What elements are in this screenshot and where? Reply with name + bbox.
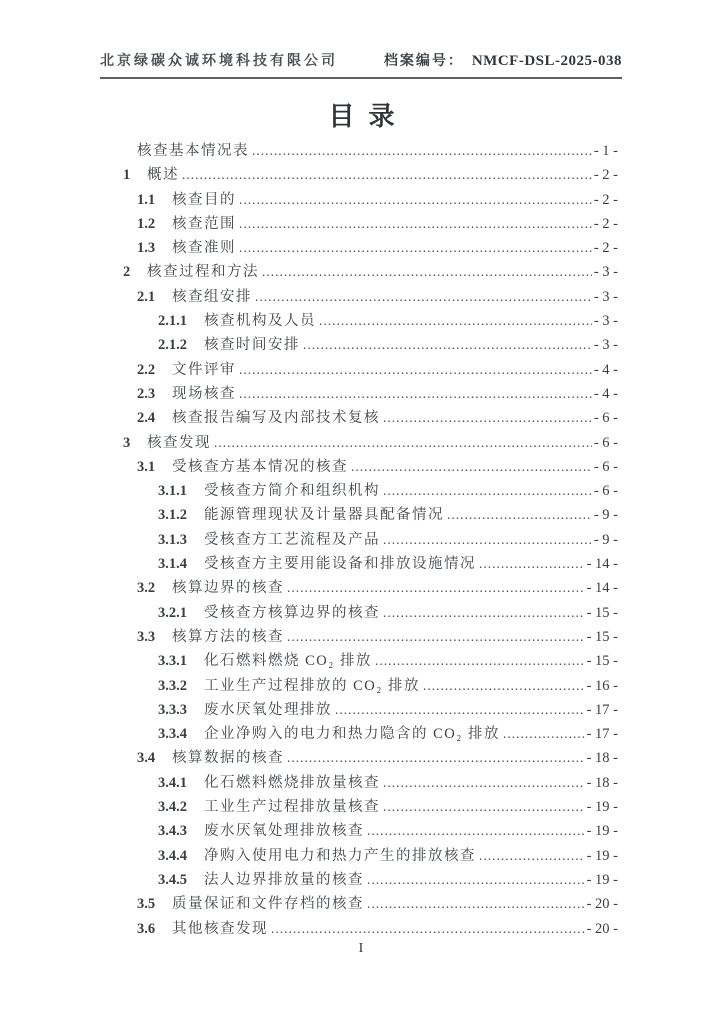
toc-entry-page: - 2 - (593, 215, 618, 232)
toc-entry-number: 2.2 (137, 361, 156, 378)
toc-dot-leader (214, 435, 592, 452)
toc-entry (100, 917, 618, 941)
toc-entry-title: 核算方法的核查 (172, 628, 284, 645)
file-number-label: 档案编号： (383, 54, 464, 69)
toc-dot-leader (182, 167, 592, 184)
toc-entry-number: 3.1.3 (158, 531, 187, 548)
toc-entry (100, 260, 618, 284)
toc-entry-page: - 1 - (593, 143, 618, 159)
toc-entry-title: 核查过程和方法 (147, 264, 259, 281)
toc-entry (100, 358, 618, 382)
toc-entry-title: 核查范围 (172, 215, 236, 232)
toc-entry-page: - 2 - (593, 191, 618, 208)
toc-entry-page: - 18 - (586, 774, 618, 791)
file-number-group (384, 50, 622, 70)
toc-entry (100, 188, 618, 212)
toc-entry-number: 1.1 (137, 191, 156, 208)
toc-dot-leader (383, 775, 585, 792)
toc-entry (100, 576, 618, 600)
toc-dot-leader (503, 726, 585, 743)
toc-entry-title: 文件评审 (172, 361, 236, 378)
toc-entry (100, 746, 618, 770)
toc-entry-title: 核查时间安排 (204, 337, 300, 354)
toc-entry (100, 236, 618, 260)
toc-entry (100, 479, 618, 503)
toc-entry-title: 能源管理现状及计量器具配备情况 (204, 507, 444, 524)
toc-entry-page: - 9 - (593, 531, 618, 548)
toc-dot-leader (351, 459, 592, 476)
toc-entry-page: - 19 - (586, 871, 618, 888)
toc-entry-title: 工业生产过程排放量核查 (204, 799, 380, 816)
toc-entry-page: - 15 - (586, 653, 618, 670)
toc-entry-number: 2.1.1 (158, 313, 187, 330)
toc-entry-page: - 20 - (586, 920, 618, 937)
toc-entry-page: - 16 - (586, 677, 618, 694)
toc-entry-number: 1.3 (137, 240, 156, 257)
toc-entry-title: 化石燃料燃烧排放量核查 (204, 774, 380, 791)
toc-dot-leader (271, 921, 585, 938)
toc-dot-leader (375, 653, 585, 670)
toc-entry-page: - 14 - (586, 580, 618, 597)
toc-entry-number: 2.1.2 (158, 337, 187, 354)
toc-entry-number: 3.1.2 (158, 507, 187, 524)
toc-entry (100, 552, 618, 576)
toc-entry-page: - 15 - (586, 628, 618, 645)
toc-entry-page: - 9 - (593, 507, 618, 524)
toc-entry-title: 核算边界的核查 (172, 580, 284, 597)
toc-dot-leader (479, 556, 585, 573)
toc-entry-title: 核查机构及人员 (204, 313, 316, 330)
toc-entry (100, 163, 618, 187)
toc-dot-leader (303, 337, 592, 354)
toc-dot-leader (239, 192, 592, 209)
toc-entry-number: 3.1.1 (158, 483, 187, 500)
toc-entry-number: 3.5 (137, 896, 156, 913)
toc-entry-page: - 20 - (586, 896, 618, 913)
toc-entry-title: 其他核查发现 (172, 920, 268, 937)
toc-entry-number: 3.3.3 (158, 701, 187, 718)
company-name: 北京绿碳众诚环境科技有限公司 (100, 54, 338, 69)
toc-entry-page: - 19 - (586, 847, 618, 864)
toc-entry (100, 722, 618, 746)
toc-dot-leader (383, 532, 592, 549)
toc-entry-title: 质量保证和文件存档的核查 (172, 896, 364, 913)
toc-entry (100, 844, 618, 868)
toc-entry-number: 3.3.1 (158, 653, 187, 670)
toc-entry (100, 431, 618, 455)
toc-entry-title: 核查发现 (147, 434, 211, 451)
toc-entry-title: 工业生产过程排放的 CO₂ 排放 (204, 677, 420, 694)
toc-entry-page: - 14 - (586, 556, 618, 573)
toc-dot-leader (423, 678, 585, 695)
toc-entry (100, 139, 618, 163)
toc-entry-page: - 15 - (586, 604, 618, 621)
toc-entry-title: 化石燃料燃烧 CO₂ 排放 (204, 653, 372, 670)
toc-entry-title: 受核查方主要用能设备和排放设施情况 (204, 556, 476, 573)
toc-entry-title: 受核查方简介和组织机构 (204, 483, 380, 500)
toc-entry (100, 333, 618, 357)
toc-entry-number: 3.4.4 (158, 847, 187, 864)
toc-entry (100, 892, 618, 916)
toc-dot-leader (383, 410, 592, 427)
toc-dot-leader (383, 483, 592, 500)
toc-entry-title: 废水厌氧处理排放核查 (204, 823, 364, 840)
toc-entry-title: 净购入使用电力和热力产生的排放核查 (204, 847, 476, 864)
toc-entry-page: - 3 - (593, 264, 618, 281)
toc-dot-leader (319, 313, 592, 330)
toc-entry-title: 核算数据的核查 (172, 750, 284, 767)
toc-entry (100, 698, 618, 722)
toc-dot-leader (239, 386, 592, 403)
toc-entry-number: 3.4.3 (158, 823, 187, 840)
file-number-value: NMCF-DSL-2025-038 (471, 53, 622, 69)
toc-entry (100, 649, 618, 673)
toc-entry (100, 868, 618, 892)
toc-dot-leader (367, 823, 585, 840)
toc-entry-number: 2 (123, 264, 131, 281)
toc-entry (100, 503, 618, 527)
toc-dot-leader (479, 848, 585, 865)
toc-entry-title: 核查基本情况表 (137, 143, 249, 159)
toc-entry-title: 概述 (147, 167, 179, 184)
toc-entry (100, 601, 618, 625)
toc-entry-number: 2.3 (137, 385, 156, 402)
toc-entry-page: - 3 - (593, 313, 618, 330)
toc-entry (100, 625, 618, 649)
toc-dot-leader (252, 143, 592, 160)
toc-dot-leader (239, 362, 592, 379)
toc-entry-number: 3.3.4 (158, 726, 187, 743)
toc-entry-page: - 6 - (593, 434, 618, 451)
toc-entry-title: 受核查方工艺流程及产品 (204, 531, 380, 548)
toc-dot-leader (335, 702, 585, 719)
toc-entry-title: 法人边界排放量的核查 (204, 871, 364, 888)
toc-entry-number: 3.6 (137, 920, 156, 937)
toc-entry-title: 现场核查 (172, 385, 236, 402)
toc-entry (100, 528, 618, 552)
toc-entry (100, 674, 618, 698)
toc-entry-number: 3.3.2 (158, 677, 187, 694)
toc-entry-page: - 6 - (593, 410, 618, 427)
toc-entry-number: 3.4 (137, 750, 156, 767)
toc-dot-leader (383, 799, 585, 816)
toc-list (100, 139, 618, 941)
toc-entry-number: 3.2.1 (158, 604, 187, 621)
toc-entry-title: 受核查方基本情况的核查 (172, 458, 348, 475)
toc-entry (100, 819, 618, 843)
toc-entry-page: - 18 - (586, 750, 618, 767)
toc-entry-title: 企业净购入的电力和热力隐含的 CO₂ 排放 (204, 726, 500, 743)
toc-entry-title: 核查目的 (172, 191, 236, 208)
toc-entry (100, 771, 618, 795)
toc-entry-page: - 17 - (586, 726, 618, 743)
toc-entry-page: - 2 - (593, 240, 618, 257)
toc-entry-number: 3 (123, 434, 131, 451)
toc-entry-page: - 3 - (593, 288, 618, 305)
toc-entry-number: 1 (123, 167, 131, 184)
toc-entry-page: - 3 - (593, 337, 618, 354)
toc-entry-title: 受核查方核算边界的核查 (204, 604, 380, 621)
toc-entry-page: - 19 - (586, 799, 618, 816)
toc-entry-title: 核查组安排 (172, 288, 252, 305)
page-title: 目录 (328, 102, 409, 131)
toc-entry-page: - 17 - (586, 701, 618, 718)
toc-entry-page: - 6 - (593, 483, 618, 500)
toc-dot-leader (255, 289, 592, 306)
toc-entry (100, 406, 618, 430)
page-header (100, 50, 622, 79)
toc-dot-leader (287, 750, 585, 767)
toc-entry-number: 3.1 (137, 458, 156, 475)
toc-entry-number: 2.4 (137, 410, 156, 427)
toc-entry-number: 2.1 (137, 288, 156, 305)
toc-entry (100, 285, 618, 309)
toc-entry (100, 212, 618, 236)
toc-entry (100, 795, 618, 819)
toc-entry (100, 309, 618, 333)
toc-entry (100, 382, 618, 406)
toc-entry-page: - 4 - (593, 385, 618, 402)
toc-entry-number: 3.4.2 (158, 799, 187, 816)
toc-entry-title: 核查准则 (172, 240, 236, 257)
toc-entry-number: 1.2 (137, 215, 156, 232)
toc-dot-leader (367, 896, 585, 913)
toc-entry-title: 废水厌氧处理排放 (204, 701, 332, 718)
toc-dot-leader (262, 264, 592, 281)
footer-page-number: I (358, 941, 365, 956)
toc-dot-leader (239, 240, 592, 257)
toc-dot-leader (287, 580, 585, 597)
toc-entry-number: 3.4.5 (158, 871, 187, 888)
toc-entry-page: - 6 - (593, 458, 618, 475)
toc-dot-leader (383, 605, 585, 622)
toc-dot-leader (447, 507, 592, 524)
toc-dot-leader (239, 216, 592, 233)
toc-entry-page: - 4 - (593, 361, 618, 378)
toc-entry-page: - 2 - (593, 167, 618, 184)
toc-entry-page: - 19 - (586, 823, 618, 840)
toc-entry-number: 3.4.1 (158, 774, 187, 791)
toc-dot-leader (367, 872, 585, 889)
toc-entry (100, 455, 618, 479)
toc-entry-number: 3.2 (137, 580, 156, 597)
toc-entry-number: 3.3 (137, 628, 156, 645)
toc-dot-leader (287, 629, 585, 646)
toc-entry-title: 核查报告编写及内部技术复核 (172, 410, 380, 427)
toc-entry-number: 3.1.4 (158, 556, 187, 573)
